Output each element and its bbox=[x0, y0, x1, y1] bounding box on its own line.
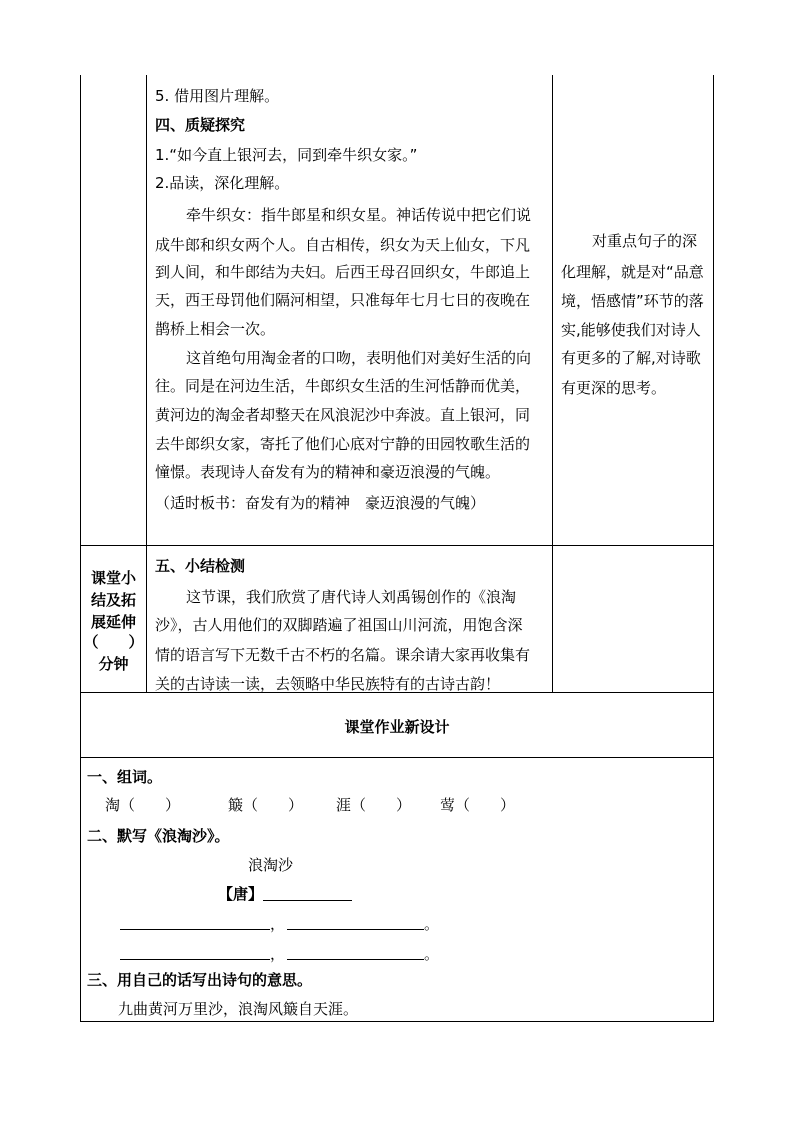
word-blank-item: 莺（ ） bbox=[440, 796, 516, 814]
table-border-bottom bbox=[80, 1021, 714, 1022]
row-divider-3 bbox=[80, 757, 714, 758]
board-note: （适时板书：奋发有为的精神 豪迈浪漫的气魄） bbox=[155, 494, 486, 512]
comma-mark: ， bbox=[270, 915, 286, 933]
word-blank-item: 涯（ ） bbox=[336, 796, 412, 814]
paragraph-line: 往。同是在河边生活，牛郎织女生活的生河恬静而优美， bbox=[155, 377, 531, 395]
question-3-title: 三、用自己的话写出诗句的意思。 bbox=[87, 971, 313, 989]
paragraph-line: 憧憬。表现诗人奋发有为的精神和豪迈浪漫的气魄。 bbox=[155, 463, 501, 481]
answer-blank-line bbox=[287, 929, 424, 930]
section-heading-5: 五、小结检测 bbox=[155, 557, 246, 575]
poem-quote: 1.“如今直上银河去，同到牵牛织女家。” bbox=[155, 146, 418, 164]
section-title: 课堂作业新设计 bbox=[344, 718, 450, 736]
paragraph-line: 这首绝句用淘金者的口吻，表明他们对美好生活的向 bbox=[186, 349, 532, 367]
list-step-5: 5. 借用图片理解。 bbox=[155, 87, 280, 105]
table-border-right bbox=[713, 75, 714, 1022]
period-mark: 。 bbox=[424, 945, 440, 963]
summary-line: 这节课，我们欣赏了唐代诗人刘禹锡创作的《浪淘 bbox=[186, 588, 517, 606]
paragraph-line: 去牛郎织女家，寄托了他们心底对宁静的田园牧歌生活的 bbox=[155, 435, 531, 453]
paragraph-line: 鹊桥上相会一次。 bbox=[155, 320, 276, 338]
stage-label-line: 展延伸 bbox=[90, 613, 136, 631]
design-note-line: 境，悟感情”环节的落 bbox=[561, 292, 704, 310]
section-heading-4: 四、质疑探究 bbox=[155, 116, 246, 134]
summary-line: 沙》，古人用他们的双脚踏遍了祖国山川河流，用饱含深 bbox=[155, 616, 523, 634]
period-mark: 。 bbox=[424, 915, 440, 933]
paragraph-line: 牵牛织女：指牛郎星和织女星。神话传说中把它们说 bbox=[186, 206, 532, 224]
table-border-left bbox=[80, 75, 81, 1022]
stage-label-line: 结及拓 bbox=[90, 591, 136, 609]
poem-line: 九曲黄河万里沙，浪淘风簸自天涯。 bbox=[118, 1000, 359, 1018]
column-divider-2 bbox=[552, 75, 553, 692]
question-1-title: 一、组词。 bbox=[87, 768, 163, 786]
author-blank-line bbox=[263, 900, 352, 901]
answer-blank-line bbox=[120, 929, 270, 930]
paragraph-line: 成牛郎和织女两个人。自古相传，织女为天上仙女，下凡 bbox=[155, 236, 531, 254]
word-blank-item: 簸（ ） bbox=[228, 796, 304, 814]
question-2-title: 二、默写《浪淘沙》。 bbox=[87, 827, 230, 845]
paragraph-line: 黄河边的淘金者却整天在风浪泥沙中奔波。直上银河，同 bbox=[155, 406, 531, 424]
design-note-line: 实,能够使我们对诗人 bbox=[561, 321, 701, 339]
answer-blank-line bbox=[287, 959, 424, 960]
column-divider-1 bbox=[146, 75, 147, 692]
paragraph-line: 到人间，和牛郎结为夫妇。后西王母召回织女，牛郎追上 bbox=[155, 263, 531, 281]
comma-mark: ， bbox=[270, 945, 286, 963]
answer-blank-line bbox=[120, 959, 270, 960]
list-step-2: 2.品读，深化理解。 bbox=[155, 174, 290, 192]
stage-label-line: 课堂小 bbox=[90, 569, 136, 587]
design-note-line: 化理解，就是对“品意 bbox=[561, 263, 704, 281]
summary-line: 情的语言写下无数千古不朽的名篇。课余请大家再收集有 bbox=[155, 646, 531, 664]
design-note-line: 有更多的了解,对诗歌 bbox=[561, 349, 701, 367]
poem-title: 浪淘沙 bbox=[248, 856, 294, 874]
paragraph-line: 天，西王母罚他们隔河相望，只准每年七月七日的夜晚在 bbox=[155, 291, 531, 309]
poem-author-label: 【唐】 bbox=[218, 885, 264, 903]
stage-label-minutes-blank: （ ） bbox=[83, 633, 144, 651]
design-note-line: 对重点句子的深 bbox=[592, 232, 698, 250]
word-blank-item: 淘（ ） bbox=[105, 796, 181, 814]
design-note-line: 有更深的思考。 bbox=[561, 379, 667, 397]
summary-line: 关的古诗读一读，去领略中华民族特有的古诗古韵！ bbox=[155, 675, 501, 693]
row-divider-1 bbox=[80, 545, 714, 546]
stage-label-line: 分钟 bbox=[98, 655, 129, 673]
